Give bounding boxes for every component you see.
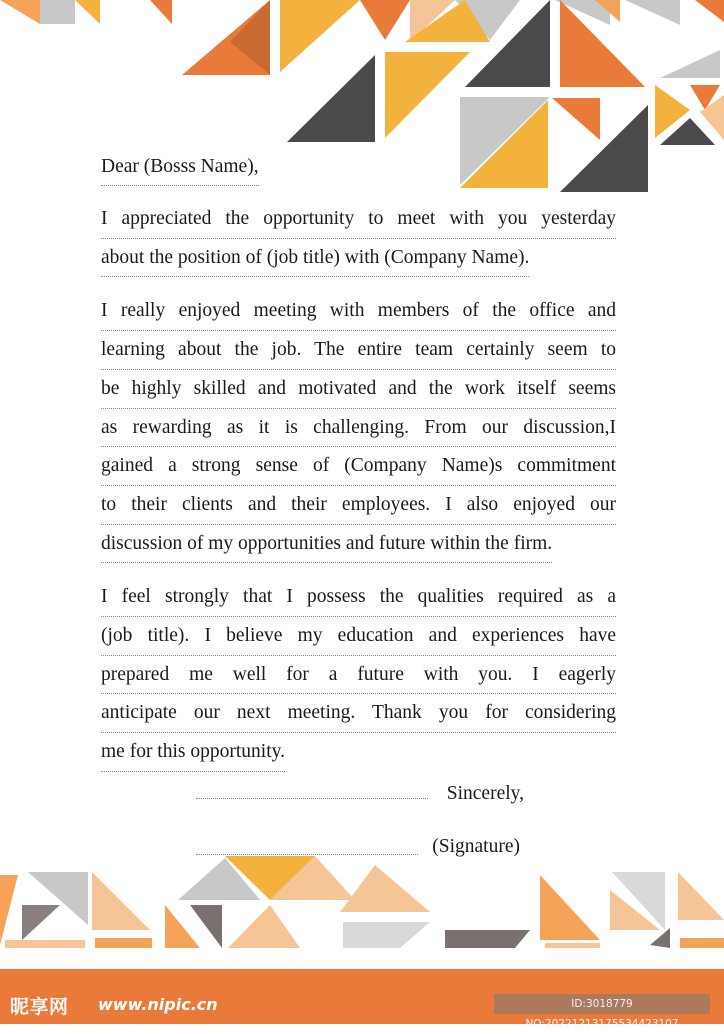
greeting: Dear (Bosss Name), <box>101 148 259 186</box>
paragraph-line: me for this opportunity. <box>101 733 285 772</box>
closing-text: Sincerely, <box>446 783 524 804</box>
paragraph-line: anticipate our next meeting. Thank you for considering <box>101 694 616 733</box>
paragraph-line: prepared me well for a future with you. I eagerly <box>101 656 616 695</box>
paragraph-line: I really enjoyed meeting with members of the office and <box>101 292 616 331</box>
paragraph-1 <box>101 200 616 277</box>
paragraph-line: about the position of (job title) with (Company Name). <box>101 239 529 278</box>
paragraph-line: I appreciated the opportunity to meet with you yesterday <box>101 200 616 239</box>
signature-text: (Signature) <box>432 836 520 857</box>
signature-dotted-fill <box>196 854 418 855</box>
paragraph-line: learning about the job. The entire team certainly seem to <box>101 331 616 370</box>
closing-dotted-fill <box>196 798 428 799</box>
paragraph-3 <box>101 578 616 772</box>
paragraph-2 <box>101 292 616 563</box>
letter-body <box>101 148 616 787</box>
signature-line <box>196 828 524 858</box>
paragraph-line: to their clients and their employees. I also enjoyed our <box>101 486 616 525</box>
paragraph-line: gained a strong sense of (Company Name)s commitment <box>101 447 616 486</box>
paragraph-line: (job title). I believe my education and experiences have <box>101 617 616 656</box>
closing-line <box>196 775 524 805</box>
paragraph-line: discussion of my opportunities and future within the firm. <box>101 525 552 564</box>
paragraph-line: be highly skilled and motivated and the work itself seems <box>101 370 616 409</box>
watermark-site: www.nipic.cn <box>98 995 218 1014</box>
watermark-id: ID:3018779 NO:20221213175534423107 <box>494 994 710 1014</box>
paragraph-line: as rewarding as it is challenging. From our discussion,I <box>101 409 616 448</box>
watermark-logo: 昵享网 <box>10 996 69 1018</box>
paragraph-line: I feel strongly that I possess the qualities required as a <box>101 578 616 617</box>
